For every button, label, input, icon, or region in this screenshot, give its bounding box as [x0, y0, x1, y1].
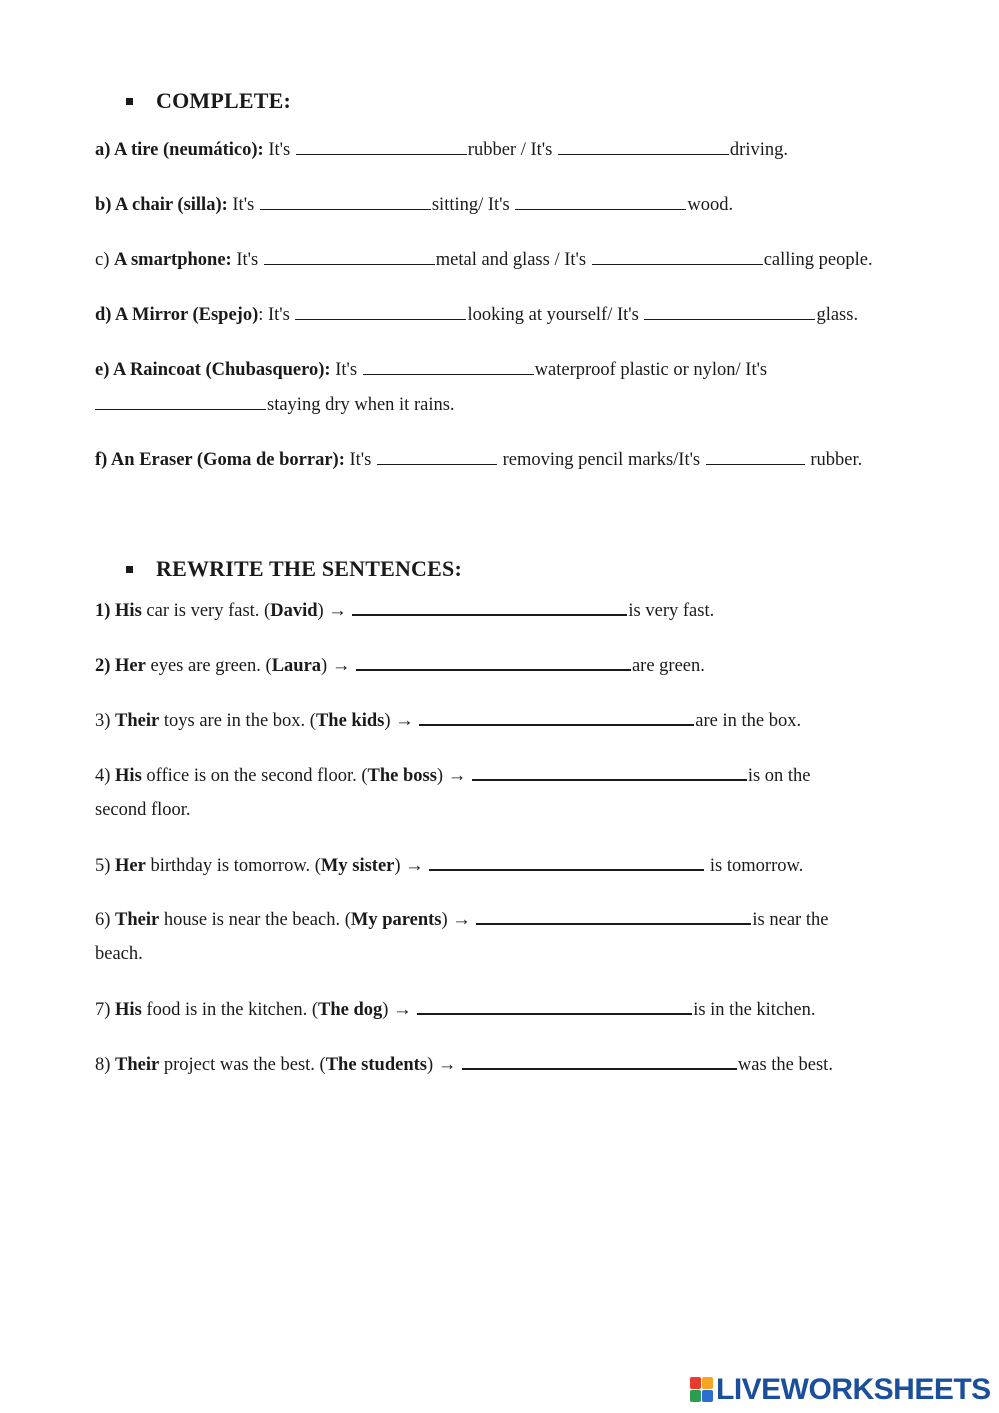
answer-blank[interactable]	[592, 249, 763, 265]
answer-blank[interactable]	[462, 1053, 737, 1070]
answer-blank[interactable]	[377, 449, 497, 465]
rewrite-item-4: 4) His office is on the second floor. (The boss) → is on the	[95, 766, 811, 786]
answer-blank[interactable]	[95, 394, 266, 410]
rewrite-item-7: 7) His food is in the kitchen. (The dog) → is in the kitchen.	[95, 1000, 816, 1020]
answer-blank[interactable]	[260, 194, 431, 210]
answer-blank[interactable]	[558, 139, 729, 155]
answer-blank[interactable]	[472, 764, 747, 781]
section-rewrite-heading: REWRITE THE SENTENCES:	[126, 556, 462, 582]
answer-blank[interactable]	[295, 304, 466, 320]
rewrite-item-4-continued: second floor.	[95, 800, 191, 820]
rewrite-item-2: 2) Her eyes are green. (Laura) → are green.	[95, 656, 705, 676]
rewrite-item-3: 3) Their toys are in the box. (The kids) → are in the box.	[95, 711, 802, 731]
complete-item-e-continued: staying dry when it rains.	[95, 394, 455, 416]
complete-item-d: d) A Mirror (Espejo): It's looking at yourself/ It's glass.	[95, 305, 859, 325]
answer-blank[interactable]	[264, 249, 435, 265]
complete-item-e: e) A Raincoat (Chubasquero): It's waterproof plastic or nylon/ It's	[95, 360, 768, 380]
answer-blank[interactable]	[515, 194, 686, 210]
answer-blank[interactable]	[356, 654, 631, 671]
section-complete-heading: COMPLETE:	[126, 88, 291, 114]
answer-blank[interactable]	[429, 854, 704, 871]
rewrite-item-5: 5) Her birthday is tomorrow. (My sister) → is tomorrow.	[95, 856, 804, 876]
complete-item-b: b) A chair (silla): It's sitting/ It's wood.	[95, 195, 734, 215]
rewrite-item-6-continued: beach.	[95, 944, 143, 964]
complete-item-f: f) An Eraser (Goma de borrar): It's removing pencil marks/It's rubber.	[95, 450, 863, 470]
bullet-icon	[126, 566, 133, 573]
answer-blank[interactable]	[706, 449, 805, 465]
rewrite-item-1: 1) His car is very fast. (David) → is very fast.	[95, 601, 715, 621]
rewrite-item-8: 8) Their project was the best. (The students) → was the best.	[95, 1055, 833, 1075]
answer-blank[interactable]	[363, 359, 534, 375]
answer-blank[interactable]	[296, 139, 467, 155]
bullet-icon	[126, 98, 133, 105]
rewrite-item-6: 6) Their house is near the beach. (My parents) → is near the	[95, 910, 829, 930]
answer-blank[interactable]	[419, 709, 694, 726]
complete-item-c: c) A smartphone: It's metal and glass / It's calling people.	[95, 250, 873, 270]
complete-item-a: a) A tire (neumático): It's rubber / It's driving.	[95, 140, 788, 160]
liveworksheets-logo-icon	[690, 1377, 714, 1403]
liveworksheets-logo[interactable]	[690, 1373, 991, 1407]
answer-blank[interactable]	[476, 908, 751, 925]
answer-blank[interactable]	[417, 998, 692, 1015]
answer-blank[interactable]	[644, 304, 815, 320]
answer-blank[interactable]	[352, 599, 627, 616]
logo-text: LIVEWORKSHEETS	[716, 1373, 991, 1406]
